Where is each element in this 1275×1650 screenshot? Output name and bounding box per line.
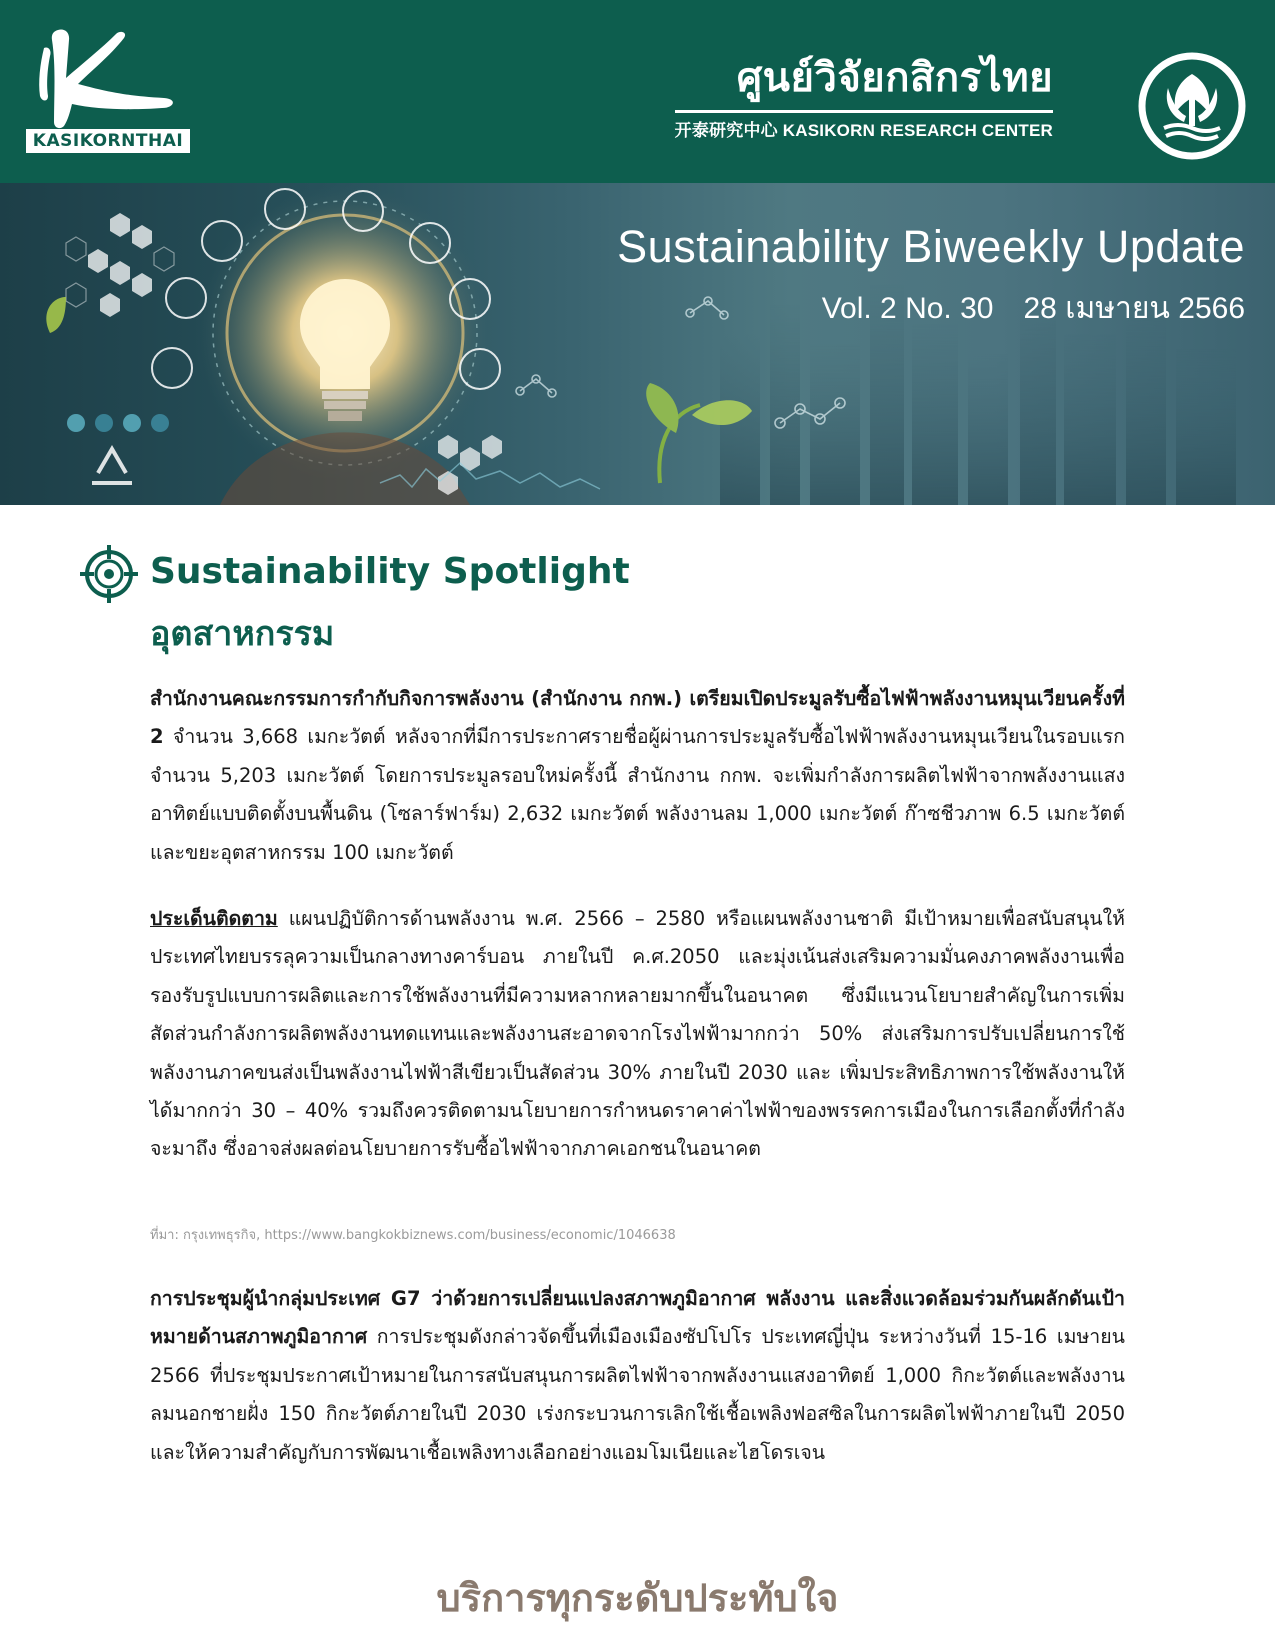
article-3 [150,1280,1125,1472]
kasikornthai-logo[interactable] [24,26,194,156]
article-2-body: แผนปฏิบัติการด้านพลังงาน พ.ศ. 2566 – 2580 หรือแผนพลังงานชาติ มีเป้าหมายเพื่อสนับสนุนให้ประเทศไทยบรรลุความเป็นกลางทางคาร์บอน ภายในปี ค.ศ.2050 และมุ่งเน้นส่งเสริมความมั่นคงภาคพลังงานเพื่อรองรับรูปแบบการผลิตและการใช้พลังงานที่มีความหลากหลายมากขึ้นในอนาคต ซึ่งมีแนวนโยบายสำคัญในการเพิ่มสัดส่วนกำลังการผลิตพลังงานทดแทนและพลังงานสะอาดจากโรงไฟฟ้ามากกว่า 50% ส่งเสริมการปรับเปลี่ยนการใช้พลังงานภาคขนส่งเป็นพลังงานไฟฟ้าสีเขียวเป็นสัดส่วน 30% ภายในปี 2030 และ เพิ่มประสิทธิภาพการใช้พลังงานให้ได้มากกว่า 30 – 40% รวมถึงควรติดตามนโยบายการกำหนดราคาค่าไฟฟ้าของพรรคการเมืองในการเลือกตั้งที่กำลังจะมาถึง ซึ่งอาจส่งผลต่อนโยบายการรับซื้อไฟฟ้าจากภาคเอกชนในอนาคต [150,907,1125,1161]
k-brush-icon [24,26,194,130]
article-3-headline: การประชุมผู้นำกลุ่มประเทศ G7 ว่าด้วยการเปลี่ยนแปลงสภาพภูมิอากาศ พลังงาน และสิ่งแวดล้อมร่วมกันผลักดันเป้าหมายด้านสภาพภูมิอากาศ [150,1287,1125,1349]
hero-banner [0,183,1275,505]
article-1-body: จำนวน 3,668 เมกะวัตต์ หลังจากที่มีการประกาศรายชื่อผู้ผ่านการประมูลรับซื้อไฟฟ้าพลังงานหมุนเวียนในรอบแรกจำนวน 5,203 เมกะวัตต์ โดยการประมูลรอบใหม่ครั้งนี้ สำนักงาน กกพ. จะเพิ่มกำลังการผลิตไฟฟ้าจากพลังงานแสงอาทิตย์แบบติดตั้งบนพื้นดิน (โซลาร์ฟาร์ม) 2,632 เมกะวัตต์ พลังงานลม 1,000 เมกะวัตต์ ก๊าซชีวภาพ 6.5 เมกะวัตต์ และขยะอุตสาหกรรม 100 เมกะวัตต์ [150,725,1125,864]
article-2-source[interactable]: ที่มา: กรุงเทพธุรกิจ, https://www.bangkokbiznews.com/business/economic/1046638 [150,1228,676,1243]
article-2 [150,900,1125,1169]
article-3-body: การประชุมดังกล่าวจัดขึ้นที่เมืองเมืองซัปโปโร ประเทศญี่ปุ่น ระหว่างวันที่ 15-16 เมษายน 2566 ที่ประชุมประกาศเป้าหมายในการสนับสนุนการผลิตไฟฟ้าจากพลังงานแสงอาทิตย์ 1,000 กิกะวัตต์และพลังงานลมนอกชายฝั่ง 150 กิกะวัตต์ภายในปี 2030 เร่งกระบวนการเลิกใช้เชื้อเพลิงฟอสซิลในการผลิตไฟฟ้าภายในปี 2050 และให้ความสำคัญกับการพัฒนาเชื้อเพลิงทางเลือกอย่างแอมโมเนียและไฮโดรเจน [150,1325,1125,1464]
issue-info [822,287,1245,331]
header-band [0,0,1275,183]
target-icon [78,543,140,605]
logo-wordmark: KASIKORNTHAI [26,129,190,153]
center-name-thai: ศูนย์วิจัยกสิกรไทย [675,52,1053,113]
footer-slogan: บริการทุกระดับประทับใจ [436,1576,839,1620]
article-1-headline: สำนักงานคณะกรรมการกำกับกิจการพลังงาน (สำนักงาน กกพ.) เตรียมเปิดประมูลรับซื้อไฟฟ้าพลังงานหมุนเวียนครั้งที่ 2 [150,687,1125,749]
section-heading: Sustainability Spotlight [150,551,630,592]
article-1 [150,680,1125,872]
recycle-icon [92,449,132,483]
kasikorn-emblem-icon [1138,52,1246,160]
section-category: อุตสาหกรรม [150,614,335,654]
issue-date: 28 เมษายน 2566 [1023,292,1245,325]
article-2-headline: ประเด็นติดตาม [150,907,278,930]
issue-volume: Vol. 2 No. 30 [821,292,994,325]
center-name-english: 开泰研究中心 KASIKORN RESEARCH CENTER [674,121,1053,140]
research-center-name [675,52,1053,145]
newsletter-title: Sustainability Biweekly Update [617,221,1245,272]
